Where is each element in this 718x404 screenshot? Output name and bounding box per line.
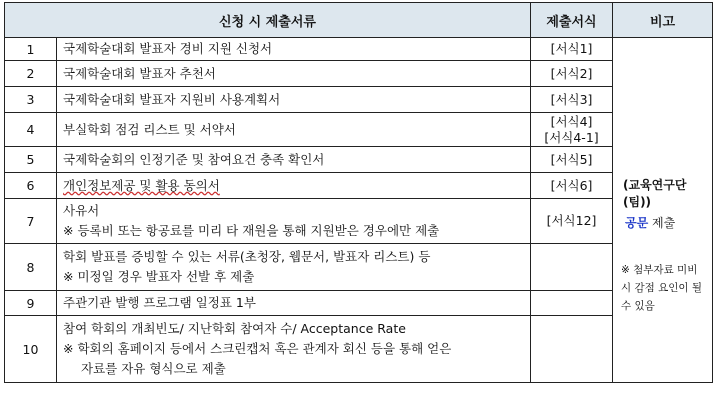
row-number: 8 [5,244,57,291]
form-ref: [서식5] [531,147,613,173]
warning-line-2: 시 감점 요인이 될 [621,282,703,294]
doc-title: 학회 발표를 증빙할 수 있는 서류(초청장, 웹문서, 발표자 리스트) 등 [63,249,431,264]
table-row [5,316,713,383]
header-docs: 신청 시 제출서류 [5,3,531,38]
remarks-official: 공문 [625,216,649,230]
row-number: 2 [5,61,57,87]
table-row [5,291,713,316]
remarks-submit-line [617,214,708,231]
row-number: 5 [5,147,57,173]
form-ref: [서식1] [531,38,613,61]
row-number: 4 [5,113,57,147]
form-ref-2: [서식4-1] [544,129,599,145]
remarks-warning [617,261,708,315]
doc-name: 부실학회 점검 리스트 및 서약서 [57,113,531,147]
form-ref [531,113,613,147]
doc-note: ※ 미정일 경우 발표자 선발 후 제출 [63,269,255,284]
submission-docs-table [4,2,713,383]
table-row [5,147,713,173]
remarks-org: (교육연구단(팀)) [623,178,687,209]
doc-name [57,173,531,199]
table-row [5,244,713,291]
remarks-cell [613,38,713,383]
form-ref: [서식2] [531,61,613,87]
table-row [5,38,713,61]
warning-line-3: 수 있음 [621,300,655,312]
doc-note-cont: 자료를 자유 형식으로 제출 [81,361,226,376]
doc-name: 국제학술대회 발표자 경비 지원 신청서 [57,38,531,61]
form-ref-1: [서식4] [550,113,593,129]
row-number: 9 [5,291,57,316]
header-remarks: 비고 [613,3,713,38]
form-ref [531,291,613,316]
header-form: 제출서식 [531,3,613,38]
doc-name: 국제학술회의 인정기준 및 참여요건 충족 확인서 [57,147,531,173]
doc-name [57,244,531,291]
doc-note: ※ 학회의 홈페이지 등에서 스크린캡처 혹은 관계자 회신 등을 통해 얻은 [63,341,452,356]
form-ref: [서식12] [531,199,613,244]
warning-line-1: ※ 첨부자료 미비 [621,264,698,276]
header-row [5,3,713,38]
doc-note: ※ 등록비 또는 항공료를 미리 타 재원을 통해 지원받은 경우에만 제출 [63,223,440,238]
row-number: 10 [5,316,57,383]
doc-name: 국제학술대회 발표자 추천서 [57,61,531,87]
table-row [5,87,713,113]
doc-name: 국제학술대회 발표자 지원비 사용계획서 [57,87,531,113]
row-number: 7 [5,199,57,244]
table-row [5,173,713,199]
doc-name-text: 개인정보제공 및 활용 동의서 [63,177,220,193]
form-ref [531,316,613,383]
row-number: 6 [5,173,57,199]
table-row [5,61,713,87]
table-row [5,113,713,147]
table-row [5,199,713,244]
row-number: 3 [5,87,57,113]
row-number: 1 [5,38,57,61]
remarks-submit: 제출 [652,216,676,230]
doc-title: 사유서 [63,203,100,218]
doc-name [57,199,531,244]
form-ref: [서식6] [531,173,613,199]
doc-title: 참여 학회의 개최빈도/ 지난학회 참여자 수/ Acceptance Rate [63,321,406,336]
doc-name: 주관기관 발행 프로그램 일정표 1부 [57,291,531,316]
form-ref: [서식3] [531,87,613,113]
doc-name [57,316,531,383]
form-ref [531,244,613,291]
